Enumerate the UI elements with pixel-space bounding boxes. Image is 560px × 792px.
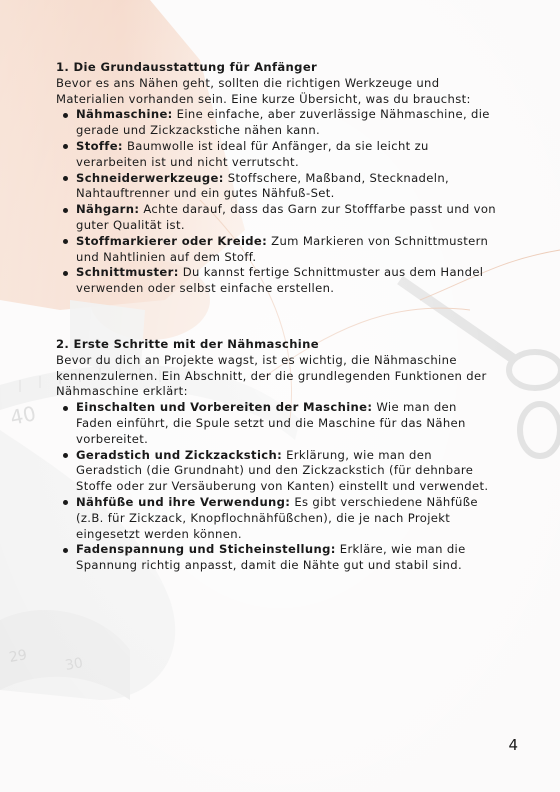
- list-item: [76, 448, 496, 495]
- item-text: Es gibt verschiedene Nähfüße (z.B. für Zickzack, Knopflochnähfüßchen), die je nach Projekt eingesetzt werden können.: [76, 494, 478, 541]
- list-item: [76, 400, 496, 447]
- list-item: [76, 171, 496, 203]
- item-text: Zum Markieren von Schnittmustern und Nahtlinien auf dem Stoff.: [76, 233, 489, 264]
- item-term: Nähmaschine:: [76, 107, 173, 122]
- item-term: Nähgarn:: [76, 202, 140, 217]
- list-item: [76, 495, 496, 542]
- item-term: Schneiderwerkzeuge:: [76, 170, 224, 185]
- section-intro: Bevor es ans Nähen geht, sollten die richtigen Werkzeuge und Materialien vorhanden sein. Eine kurze Übersicht, was du brauchst:: [56, 75, 471, 106]
- page-number: 4: [508, 736, 518, 754]
- item-term: Fadenspannung und Sticheinstellung:: [76, 542, 336, 557]
- item-term: Geradstich und Zickzackstich:: [76, 447, 283, 462]
- list-item: [76, 107, 496, 139]
- section-erste-schritte: [56, 337, 496, 574]
- list-item: [76, 234, 496, 266]
- section-intro: Bevor du dich an Projekte wagst, ist es wichtig, die Nähmaschine kennenzulernen. Ein Abschnitt, der die grundlegenden Funktionen der Nähmaschine erklärt:: [56, 352, 487, 399]
- item-term: Stoffmarkierer oder Kreide:: [76, 233, 268, 248]
- item-text: Du kannst fertige Schnittmuster aus dem Handel verwenden oder selbst einfache erstellen.: [76, 265, 484, 296]
- item-text: Achte darauf, dass das Garn zur Stofffarbe passt und von guter Qualität ist.: [76, 202, 496, 232]
- equipment-list: [56, 107, 496, 297]
- item-term: Stoffe:: [76, 138, 123, 153]
- item-text: Wie man den Faden einführt, die Spule setzt und die Maschine für das Nähen vorbereitet.: [76, 400, 466, 446]
- item-text: Erklärung, wie man den Geradstich (die Grundnaht) und den Zickzackstich (für dehnbare Stoffe oder zur Versäuberung von Kanten) einstellt und verwendet.: [76, 447, 489, 494]
- list-item: [76, 265, 496, 297]
- document-body: [56, 60, 496, 574]
- item-term: Nähfüße und ihre Verwendung:: [76, 494, 291, 509]
- item-text: Baumwolle ist ideal für Anfänger, da sie leicht zu verarbeiten ist und nicht verrutscht.: [76, 138, 429, 169]
- list-item: [76, 139, 496, 171]
- item-text: Erkläre, wie man die Spannung richtig anpasst, damit die Nähte gut und stabil sind.: [76, 542, 466, 573]
- section-heading: 2. Erste Schritte mit der Nähmaschine: [56, 336, 319, 351]
- list-item: [76, 542, 496, 574]
- section-grundausstattung: [56, 60, 496, 297]
- machine-steps-list: [56, 400, 496, 574]
- section-heading: 1. Die Grundausstattung für Anfänger: [56, 60, 318, 74]
- item-term: Schnittmuster:: [76, 265, 179, 280]
- item-text: Stoffschere, Maßband, Stecknadeln, Nahtauftrenner und ein gutes Nähfuß-Set.: [76, 170, 450, 201]
- list-item: [76, 202, 496, 234]
- item-term: Einschalten und Vorbereiten der Maschine:: [76, 400, 373, 415]
- item-text: Eine einfache, aber zuverlässige Nähmaschine, die gerade und Zickzackstiche nähen kann.: [76, 107, 490, 138]
